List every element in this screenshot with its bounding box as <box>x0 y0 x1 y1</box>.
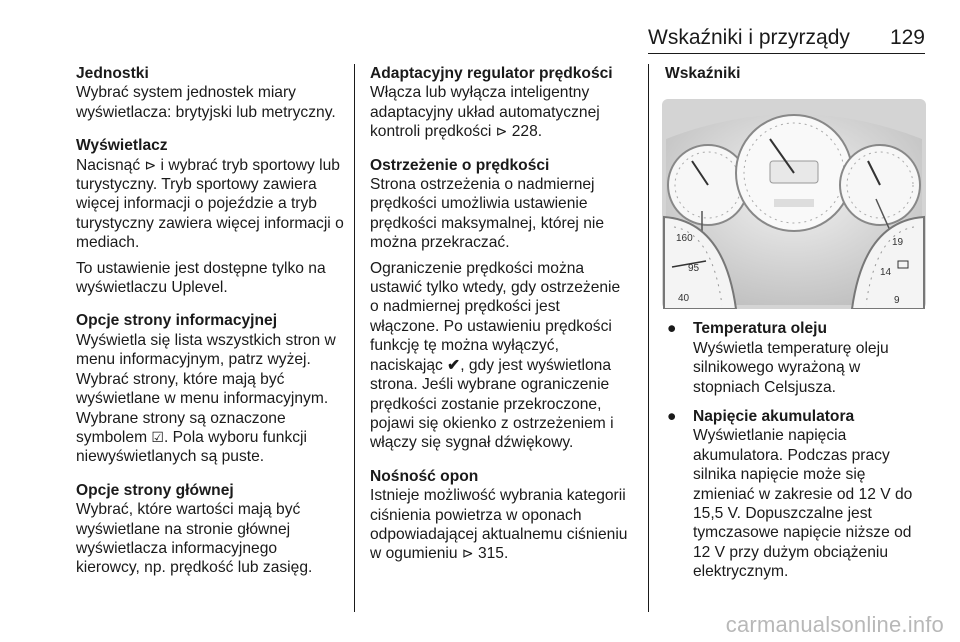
page-ref-icon: ⊳ <box>495 123 508 140</box>
bullet-icon: ● <box>667 408 677 426</box>
column-divider-2 <box>648 64 649 612</box>
column-middle <box>370 64 632 574</box>
text-speed-warning-2 <box>370 259 632 453</box>
text-acc <box>370 83 632 141</box>
text-info-pages-pre: Wyświetla się lista wszystkich stron w menu informacyjnym, patrz wyżej. Wybrać strony, które mają być wyświetlane w menu informacyjnym. Wybrane strony są oznaczone symbolem <box>76 331 336 446</box>
bullet-title: Temperatura oleju <box>693 320 828 338</box>
heading-speed-warning: Ostrzeżenie o prędkości <box>370 156 550 174</box>
text-info-pages-post: . Pola wyboru funkcji niewyświetlanych są puste. <box>76 428 307 466</box>
heading-units: Jednostki <box>76 65 149 82</box>
column-right <box>665 64 927 592</box>
text-tyres-pre: Istnieje możliwość wybrania kategorii ciśnienia powietrza w oponach odpowiadającej aktualnemu ciśnieniu w ogumieniu <box>370 487 628 563</box>
header-rule <box>648 53 925 54</box>
text-tyres-ref[interactable]: 315. <box>473 545 509 563</box>
page-ref-icon: ⊳ <box>461 545 474 562</box>
page-header <box>648 24 925 54</box>
list-item <box>665 407 927 582</box>
oil-temp-label-low: 40 <box>678 293 690 305</box>
bullet-title: Napięcie akumulatora <box>693 408 855 426</box>
section-tyres <box>370 467 632 564</box>
list-item <box>665 319 927 397</box>
instrument-cluster-illustration <box>662 99 926 309</box>
text-display-1-post: i wybrać tryb sportowy lub turystyczny. Tryb sportowy zawiera więcej informacji o pojeździe a tryb turystyczny zawiera więcej informacji o mediach. <box>76 156 344 252</box>
heading-tyres: Nośność opon <box>370 467 479 485</box>
bullet-icon: ● <box>667 320 677 338</box>
gauge-bullet-list <box>665 319 927 581</box>
section-speed-warning <box>370 156 632 453</box>
section-main-page <box>76 481 344 578</box>
instrument-cluster-figure <box>662 99 926 309</box>
text-main-page: Wybrać, które wartości mają być wyświetlane na stronie głównej wyświetlacza informacyjnego kierowcy, np. prędkość lub zasięg. <box>76 501 313 577</box>
column-left <box>76 64 344 588</box>
text-acc-pre: Włącza lub wyłącza inteligentny adaptacyjny układ automatycznej kontroli prędkości <box>370 84 600 141</box>
text-info-pages <box>76 331 344 467</box>
text-display-1 <box>76 156 344 253</box>
text-display-1-pre: Nacisnąć <box>76 156 145 174</box>
oil-temp-label-mid: 95 <box>688 263 700 275</box>
section-units <box>76 64 344 122</box>
text-speed-warning-2-pre: Ograniczenie prędkości można ustawić tylko wtedy, gdy ostrzeżenie o nadmiernej prędkości jest włączone. Po ustawieniu prędkości funkcję tę można wyłączyć, naciskając <box>370 259 621 374</box>
checkmark-icon: ✔ <box>447 356 461 374</box>
section-display <box>76 136 344 297</box>
checkbox-symbol: ☑ <box>151 428 164 445</box>
fuel-gauge <box>840 145 920 225</box>
menu-button-symbol: ⊳ <box>144 156 157 173</box>
text-tyres <box>370 486 632 564</box>
section-acc <box>370 64 632 142</box>
tachometer-gauge <box>668 145 748 225</box>
heading-main-page: Opcje strony głównej <box>76 481 234 499</box>
text-units: Wybrać system jednostek miary wyświetlacza: brytyjski lub metryczny. <box>76 84 336 121</box>
column-divider-1 <box>354 64 355 612</box>
section-info-pages <box>76 311 344 466</box>
section-title: Wskaźniki i przyrządy <box>648 26 850 49</box>
heading-gauges: Wskaźniki <box>665 65 741 82</box>
battery-label-low: 9 <box>894 295 900 307</box>
text-display-2: To ustawienie jest dostępne tylko na wyświetlaczu Uplevel. <box>76 259 326 297</box>
page-number: 129 <box>889 26 925 49</box>
oil-temp-label-high: 160 <box>676 233 693 245</box>
heading-display: Wyświetlacz <box>76 137 168 155</box>
watermark: carmanualsonline.info <box>725 612 944 637</box>
heading-info-pages: Opcje strony informacyjnej <box>76 312 278 330</box>
battery-label-mid: 14 <box>880 267 892 279</box>
bullet-text: Wyświetlanie napięcia akumulatora. Podczas pracy silnika napięcie może się zmieniać w zakresie od 12 V do 15,5 V. Dopuszczalne jest tymczasowe napięcie niższe od 12 V przy dużym obciążeniu elektrycznym. <box>693 427 913 581</box>
text-acc-ref[interactable]: 228. <box>507 123 543 141</box>
heading-acc: Adaptacyjny regulator prędkości <box>370 65 613 82</box>
speedometer-gauge <box>736 115 852 231</box>
battery-label-high: 19 <box>892 237 904 249</box>
text-speed-warning-1: Strona ostrzeżenia o nadmiernej prędkości umożliwia ustawienie prędkości maksymalnej, której nie można przekraczać. <box>370 176 604 252</box>
text-speed-warning-2-post: , gdy jest wyświetlona strona. Jeśli wybrane ograniczenie prędkości zostanie przekroczone, pojawi się okienko z ostrzeżeniem i włączy się sygnał dźwiękowy. <box>370 356 614 452</box>
bullet-text: Wyświetla temperaturę oleju silnikowego wyrażoną w stopniach Celsjusza. <box>693 339 889 396</box>
